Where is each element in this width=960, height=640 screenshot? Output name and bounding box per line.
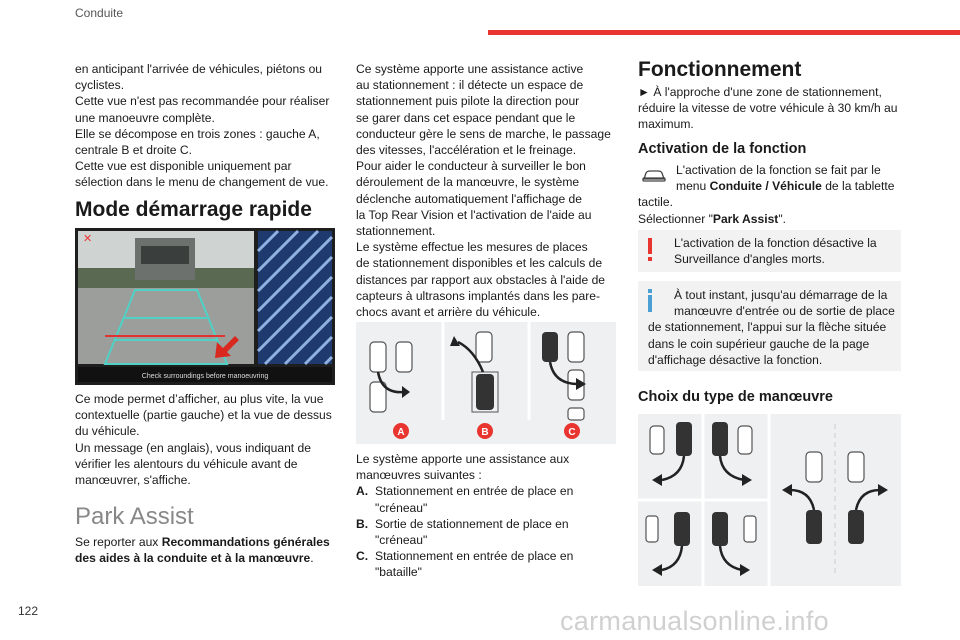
camera-caption: Check surroundings before manoeuvring (141, 373, 269, 380)
ref-link-text: Recommandations générales (161, 535, 330, 549)
park-assist-ref (75, 534, 345, 566)
list-item (356, 516, 621, 548)
activation-text (638, 162, 908, 227)
heading-operation: Fonctionnement (638, 58, 802, 81)
para-line: des vitesses, l'accélération et le freinage. (356, 143, 577, 158)
warning-note (638, 230, 901, 272)
para-line: au stationnement : il détecte un espace de (356, 78, 584, 93)
para-line: L'activation de la fonction se fait par le (676, 163, 881, 177)
warning-icon (648, 238, 652, 260)
list-item (356, 548, 621, 580)
item-label: B. (356, 516, 369, 531)
watermark: carmanualsonline.info (560, 606, 829, 636)
para-line: distances par rapport aux obstacles à l'aide de (356, 272, 606, 287)
label-b: B (481, 427, 489, 438)
para-line: capteurs à ultrasons implantés dans les pare- (356, 288, 601, 303)
item-line: Stationnement en entrée de place en (375, 484, 574, 499)
note-line: dans le coin supérieur gauche de la page (648, 336, 870, 351)
ref-link-text: des aides à la conduite et à la manœuvre (75, 551, 311, 566)
maneuver-type-diagram (638, 414, 901, 586)
column-1 (75, 61, 340, 191)
ref-prefix: Se reporter aux (75, 535, 162, 549)
para-line: Le système effectue les mesures de places (356, 240, 588, 255)
para-line: réduire la vitesse de votre véhicule à 30 km/h au (638, 101, 898, 116)
parking-modes-diagram (356, 322, 616, 444)
heading-park-assist: Park Assist (75, 503, 194, 530)
quick-start-text (75, 391, 340, 488)
para-line: Ce système apporte une assistance active (356, 62, 584, 76)
para-line: Le système apporte une assistance aux (356, 452, 570, 466)
para-line: déroulement de la manœuvre, le système (356, 175, 580, 190)
rear-camera-image (75, 228, 335, 385)
label-c: C (568, 427, 576, 438)
note-line: de stationnement, l'appui sur la flèche située (648, 320, 887, 335)
para-text: de la tablette (821, 179, 895, 194)
para-line: À l'approche d'une zone de stationnement, (649, 85, 882, 99)
para-line: se garer dans cet espace pendant que le (356, 110, 576, 125)
item-label: C. (356, 549, 369, 564)
para-line: une manoeuvre complète. (75, 110, 215, 125)
para-line: vérifier les alentours du véhicule avant de (75, 456, 298, 471)
para-line: chocs avant et arrière du véhicule. (356, 305, 541, 320)
menu-path: Conduite / Véhicule (709, 179, 822, 194)
para-line: contextuelle (partie gauche) et la vue de dessus (75, 408, 332, 423)
para-line: conducteur gère le sens de marche, le passage (356, 126, 611, 141)
para-line: la Top Rear Vision et l'activation de l'aide au (356, 207, 592, 222)
note-line: À tout instant, jusqu'au démarrage de la (674, 288, 888, 302)
para-line: Pour aider le conducteur à surveiller le bon (356, 159, 586, 174)
ref-suffix: . (310, 551, 314, 566)
list-item (356, 483, 621, 515)
note-line: manœuvre d'entrée ou de sortie de place (674, 304, 895, 319)
label-a: A (397, 427, 405, 438)
operation-intro (638, 84, 908, 133)
para-line: stationnement puis pilote la direction pour (356, 94, 580, 109)
para-line: sélection dans le menu de changement de vue. (75, 175, 329, 190)
para-line: Un message (en anglais), vous indiquant de (75, 440, 311, 455)
item-label: A. (356, 484, 369, 499)
heading-quick-start: Mode démarrage rapide (75, 198, 312, 221)
item-line: Sortie de stationnement de place en (375, 516, 569, 531)
para-line: maximum. (638, 117, 694, 132)
para-line: déclenche automatiquement l'affichage de (356, 191, 582, 206)
item-line: "créneau" (375, 500, 428, 515)
para-line: manœuvres suivantes : (356, 468, 482, 483)
item-line: "créneau" (375, 533, 428, 548)
close-icon: ✕ (83, 233, 93, 245)
note-line: Surveillance d'angles morts. (674, 252, 825, 267)
para-line: cyclistes. (75, 78, 125, 93)
para-line: stationnement. (356, 224, 436, 239)
para-line: du véhicule. (75, 424, 140, 439)
section-title: Conduite (75, 6, 124, 20)
para-line: Cette vue n'est pas recommandée pour réaliser (75, 94, 330, 109)
para-line: Elle se décompose en trois zones : gauche A, (75, 126, 320, 141)
para-line: tactile. (638, 195, 673, 210)
para-line: en anticipant l'arrivée de véhicules, piétons ou (75, 62, 323, 76)
page-number: 122 (18, 604, 39, 618)
para-line: Ce mode permet d’afficher, au plus vite, la vue (75, 392, 324, 406)
item-line: Stationnement en entrée de place en (375, 549, 574, 564)
menu-item-name: Park Assist (712, 211, 779, 226)
para-line: de stationnement disponibles et les calculs de (356, 256, 603, 271)
heading-activation: Activation de la fonction (638, 141, 807, 157)
note-line: L'activation de la fonction désactive la (674, 236, 877, 250)
header-accent-bar (488, 30, 960, 35)
para-line: manœuvrer, s'affiche. (75, 473, 191, 488)
para-line: centrale B et droite C. (75, 143, 192, 158)
item-line: "bataille" (375, 565, 422, 580)
info-note (638, 281, 901, 371)
column-2-intro (356, 61, 621, 320)
note-line: d'affichage désactive la fonction. (648, 352, 823, 367)
para-line: Cette vue est disponible uniquement par (75, 159, 292, 174)
para-text: menu (676, 179, 710, 194)
maneuvers-list (356, 451, 621, 581)
para-text: Sélectionner " (638, 211, 713, 226)
heading-maneuver-choice: Choix du type de manœuvre (638, 389, 833, 405)
bullet-arrow: ► (638, 85, 650, 99)
para-text: ". (778, 211, 786, 226)
